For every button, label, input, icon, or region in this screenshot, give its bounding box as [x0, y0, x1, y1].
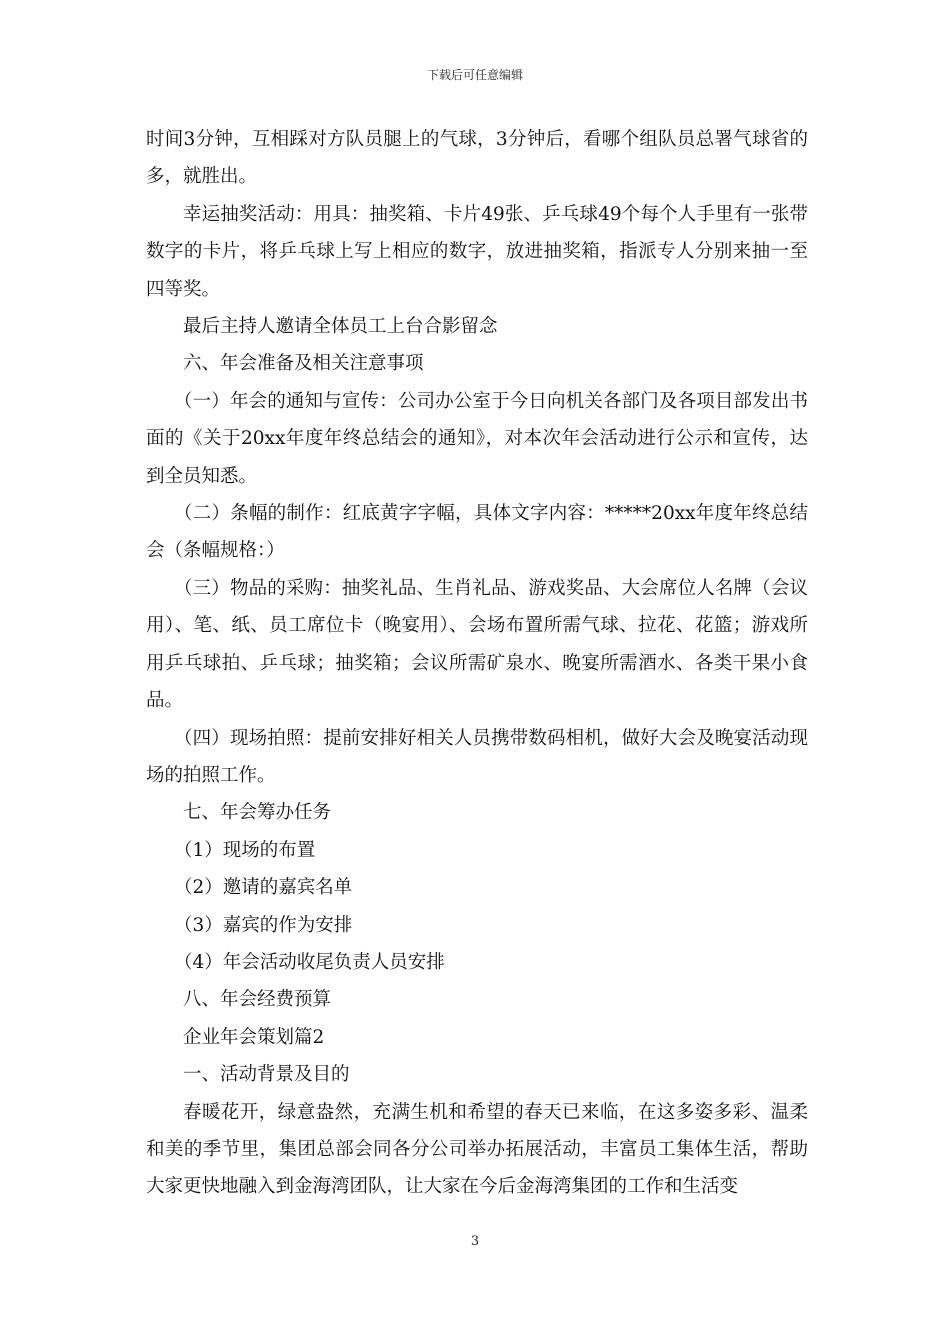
paragraph: 时间3分钟，互相踩对方队员腿上的气球，3分钟后，看哪个组队员总署气球省的多，就胜出。 — [146, 129, 808, 188]
list-item: （3）嘉宾的作为安排 — [174, 914, 353, 936]
page-number: 3 — [470, 1234, 480, 1249]
section-heading: 六、年会准备及相关注意事项 — [183, 353, 424, 375]
paragraph: 春暖花开，绿意盎然，充满生机和希望的春天已来临，在这多姿多彩、温柔和美的季节里，集团总部会同各分公司举办拓展活动，丰富员工集体生活，帮助大家更快地融入到金海湾团队，让大家在今后金海湾集团的工作和生活变 — [146, 1101, 808, 1198]
section-heading: 八、年会经费预算 — [183, 989, 332, 1011]
section-heading: 七、年会筹办任务 — [183, 802, 332, 824]
paragraph: 最后主持人邀请全体员工上台合影留念 — [183, 316, 498, 338]
document-body — [146, 121, 808, 1206]
paragraph: （二）条幅的制作：红底黄字字幅，具体文字内容：*****20xx年度年终总结会（条幅规格：） — [146, 503, 808, 562]
document-subtitle: 企业年会策划篇2 — [183, 1026, 325, 1048]
list-item: （2）邀请的嘉宾名单 — [174, 877, 353, 899]
paragraph: （一）年会的通知与宣传：公司办公室于今日向机关各部门及各项目部发出书面的《关于20xx年度年终总结会的通知》，对本次年会活动进行公示和宣传，达到全员知悉。 — [146, 390, 808, 487]
list-item: （4）年会活动收尾负责人员安排 — [174, 951, 445, 973]
paragraph: （四）现场拍照：提前安排好相关人员携带数码相机，做好大会及晚宴活动现场的拍照工作。 — [146, 727, 808, 786]
page-header: 下载后可任意编辑 — [426, 68, 523, 82]
list-item: （1）现场的布置 — [174, 839, 316, 861]
section-heading: 一、活动背景及目的 — [183, 1064, 350, 1086]
paragraph: （三）物品的采购：抽奖礼品、生肖礼品、游戏奖品、大会席位人名牌（会议用）、笔、纸、员工席位卡（晚宴用）、会场布置所需气球、拉花、花篮；游戏所用乒乓球拍、乒乓球；抽奖箱；会议所需矿泉水、晚宴所需酒水、各类干果小食品。 — [146, 577, 808, 712]
paragraph: 幸运抽奖活动：用具：抽奖箱、卡片49张、乒乓球49个每个人手里有一张带数字的卡片，将乒乓球上写上相应的数字，放进抽奖箱，指派专人分别来抽一至四等奖。 — [146, 203, 808, 300]
